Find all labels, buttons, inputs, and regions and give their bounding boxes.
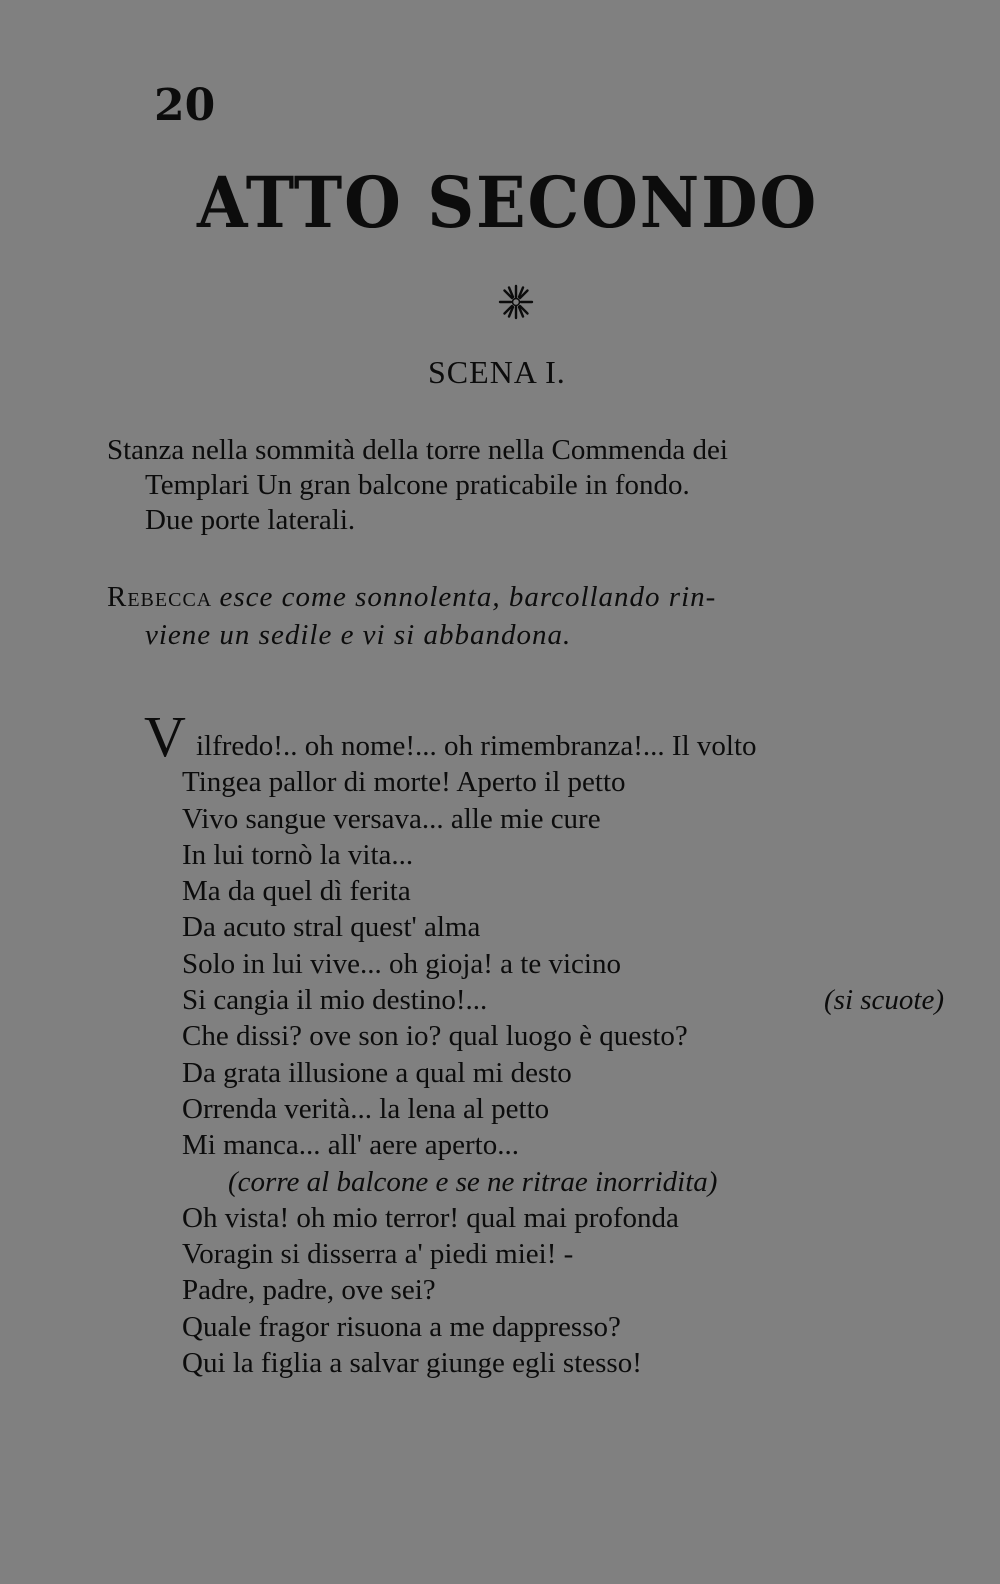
verse-line: Solo in lui vive... oh gioja! a te vicino [182,947,621,980]
verse-line: Da grata illusione a qual mi desto [182,1056,572,1089]
direction-line [107,616,937,654]
direction-line [107,578,937,616]
verse-line [144,982,944,1018]
page-number: 20 [154,80,216,131]
stage-direction [107,578,937,654]
verse-line: Mi manca... all' aere aperto... [182,1129,519,1162]
verse-text: Si cangia il mio destino!... [182,984,488,1017]
verse-text: ilfredo!.. oh nome!... oh rimembranza!... Il volto [196,730,757,762]
verse-line: Che dissi? ove son io? qual luogo è questo? [182,1020,688,1053]
verse-block [144,704,944,1381]
drop-cap: V [144,704,186,769]
direction-text: esce come sonnolenta, barcollando rin- [219,581,717,613]
setting-line: Templari Un gran balcone praticabile in fondo. [145,469,690,501]
setting-line: Stanza nella sommità della torre nella Commenda dei [107,434,728,466]
verse-line: Vivo sangue versava... alle mie cure [182,802,601,835]
act-title: ATTO SECONDO [197,161,819,244]
verse-line: Voragin si disserra a' piedi miei! - [182,1238,574,1271]
verse-line: Qui la figlia a salvar giunge egli stesso! [182,1347,642,1380]
verse-line: Padre, padre, ove sei? [182,1274,436,1307]
asterisk-ornament-icon [498,284,534,320]
verse-line: Orrenda verità... la lena al petto [182,1092,550,1125]
verse-line: Oh vista! oh mio terror! qual mai profonda [182,1201,679,1234]
direction-text: viene un sedile e vi si abbandona. [145,619,572,651]
scene-setting [107,433,937,538]
inline-stage-direction: (si scuote) [824,984,944,1017]
scene-title: SCENA I. [428,354,566,390]
verse-line: Da acuto stral quest' alma [182,911,481,944]
verse-line [144,704,944,769]
speaker-name: Rebecca [107,581,213,613]
verse-line: Tingea pallor di morte! Aperto il petto [182,766,626,799]
verse-line: In lui tornò la vita... [182,838,414,871]
verse-line: Quale fragor risuona a me dappresso? [182,1310,621,1343]
verse-line: Ma da quel dì ferita [182,875,411,908]
stage-direction-line: (corre al balcone e se ne ritrae inorridita) [228,1165,718,1198]
setting-line: Due porte laterali. [145,504,356,536]
